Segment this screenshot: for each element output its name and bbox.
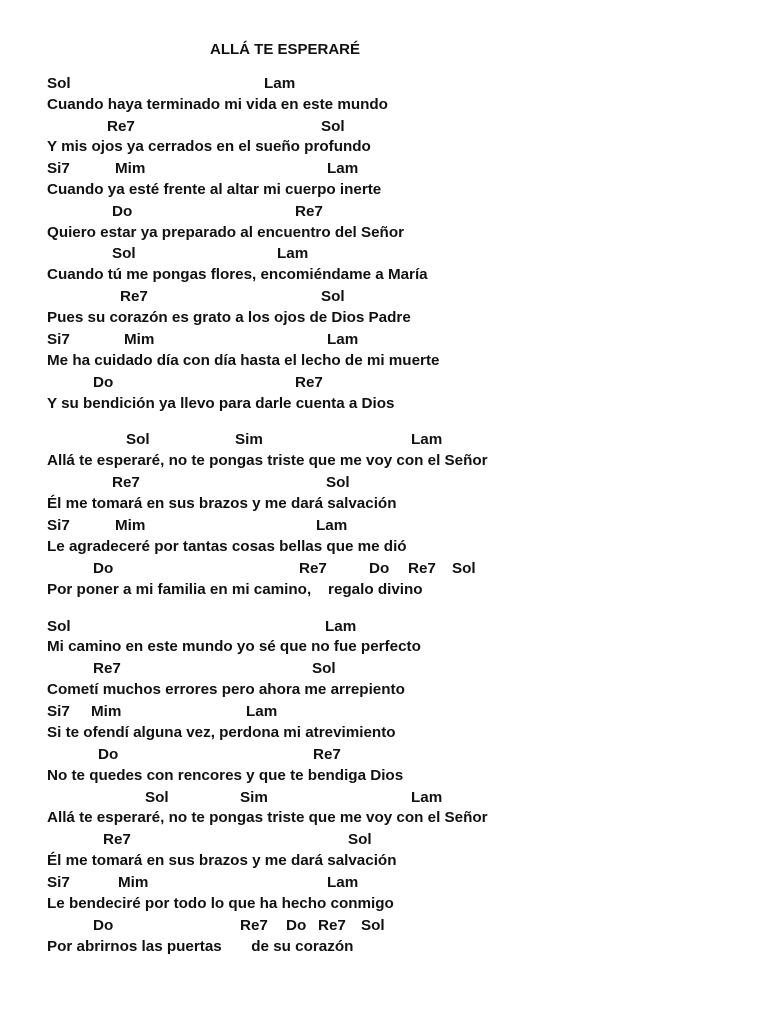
chord-label: Re7 bbox=[313, 746, 341, 763]
lyric-line: Por poner a mi familia en mi camino, regalo divino bbox=[47, 581, 423, 598]
lyric-line: Pues su corazón es grato a los ojos de Dios Padre bbox=[47, 309, 411, 326]
chord-label: Sol bbox=[321, 118, 345, 135]
chord-label: Lam bbox=[327, 874, 359, 891]
chord-label: Re7 bbox=[295, 203, 323, 220]
chord-label: Lam bbox=[325, 618, 357, 635]
lyric-line: Cuando ya esté frente al altar mi cuerpo inerte bbox=[47, 181, 382, 198]
chord-label: Sim bbox=[235, 431, 263, 448]
chord-label: Lam bbox=[246, 703, 278, 720]
chord-label: Re7 bbox=[120, 288, 148, 305]
chord-label: Re7 bbox=[103, 831, 131, 848]
chord-label: Lam bbox=[327, 331, 359, 348]
chord-label: Do bbox=[112, 203, 133, 220]
chord-label: Mim bbox=[115, 517, 146, 534]
chord-label: Sol bbox=[47, 75, 71, 92]
lyric-line: Allá te esperaré, no te pongas triste que me voy con el Señor bbox=[47, 452, 488, 469]
lyric-line: Le agradeceré por tantas cosas bellas que me dió bbox=[47, 538, 407, 555]
lyric-line: Y mis ojos ya cerrados en el sueño profundo bbox=[47, 138, 371, 155]
chord-label: Do bbox=[286, 917, 307, 934]
chord-label: Lam bbox=[316, 517, 348, 534]
chord-label: Sol bbox=[126, 431, 150, 448]
chord-label: Re7 bbox=[93, 660, 121, 677]
chord-label: Do bbox=[93, 374, 114, 391]
chord-label: Do bbox=[93, 917, 114, 934]
chord-label: Si7 bbox=[47, 703, 70, 720]
song-title: ALLÁ TE ESPERARÉ bbox=[210, 41, 361, 58]
lyric-line: Quiero estar ya preparado al encuentro del Señor bbox=[47, 224, 405, 241]
chord-label: Do bbox=[369, 560, 390, 577]
chord-label: Re7 bbox=[107, 118, 135, 135]
lyric-line: Y su bendición ya llevo para darle cuenta a Dios bbox=[47, 395, 395, 412]
chord-label: Re7 bbox=[240, 917, 268, 934]
chord-label: Mim bbox=[124, 331, 155, 348]
chord-label: Do bbox=[98, 746, 119, 763]
lyric-line: Me ha cuidado día con día hasta el lecho de mi muerte bbox=[47, 352, 440, 369]
chord-label: Lam bbox=[277, 245, 309, 262]
chord-label: Sol bbox=[145, 789, 169, 806]
chord-label: Re7 bbox=[112, 474, 140, 491]
lyric-line: No te quedes con rencores y que te bendiga Dios bbox=[47, 767, 404, 784]
lyric-line: Si te ofendí alguna vez, perdona mi atrevimiento bbox=[47, 724, 396, 741]
chord-label: Sol bbox=[326, 474, 350, 491]
chord-label: Sol bbox=[361, 917, 385, 934]
chord-label: Sol bbox=[47, 618, 71, 635]
lyric-line: Le bendeciré por todo lo que ha hecho conmigo bbox=[47, 895, 394, 912]
chord-label: Sim bbox=[240, 789, 268, 806]
chord-label: Si7 bbox=[47, 517, 70, 534]
chord-label: Re7 bbox=[299, 560, 327, 577]
chord-label: Sol bbox=[321, 288, 345, 305]
chord-label: Re7 bbox=[318, 917, 346, 934]
lyric-line: Por abrirnos las puertas de su corazón bbox=[47, 938, 354, 955]
chord-label: Lam bbox=[411, 789, 443, 806]
chord-label: Re7 bbox=[295, 374, 323, 391]
chord-label: Mim bbox=[115, 160, 146, 177]
chord-label: Si7 bbox=[47, 874, 70, 891]
chord-label: Sol bbox=[348, 831, 372, 848]
chord-label: Do bbox=[93, 560, 114, 577]
chord-label: Mim bbox=[118, 874, 149, 891]
lyric-line: Él me tomará en sus brazos y me dará salvación bbox=[47, 495, 397, 512]
chord-label: Si7 bbox=[47, 331, 70, 348]
lyric-line: Allá te esperaré, no te pongas triste que me voy con el Señor bbox=[47, 809, 488, 826]
chord-label: Sol bbox=[312, 660, 336, 677]
chord-label: Re7 bbox=[408, 560, 436, 577]
chord-label: Sol bbox=[112, 245, 136, 262]
chord-label: Lam bbox=[264, 75, 296, 92]
chord-label: Lam bbox=[411, 431, 443, 448]
lyric-line: Cuando tú me pongas flores, encomiéndame a María bbox=[47, 266, 428, 283]
chord-label: Si7 bbox=[47, 160, 70, 177]
lyric-line: Cuando haya terminado mi vida en este mundo bbox=[47, 96, 388, 113]
lyric-line: Mi camino en este mundo yo sé que no fue perfecto bbox=[47, 638, 421, 655]
chord-label: Lam bbox=[327, 160, 359, 177]
lyric-line: Él me tomará en sus brazos y me dará salvación bbox=[47, 852, 397, 869]
chord-label: Mim bbox=[91, 703, 122, 720]
chord-label: Sol bbox=[452, 560, 476, 577]
lyric-line: Cometí muchos errores pero ahora me arrepiento bbox=[47, 681, 405, 698]
